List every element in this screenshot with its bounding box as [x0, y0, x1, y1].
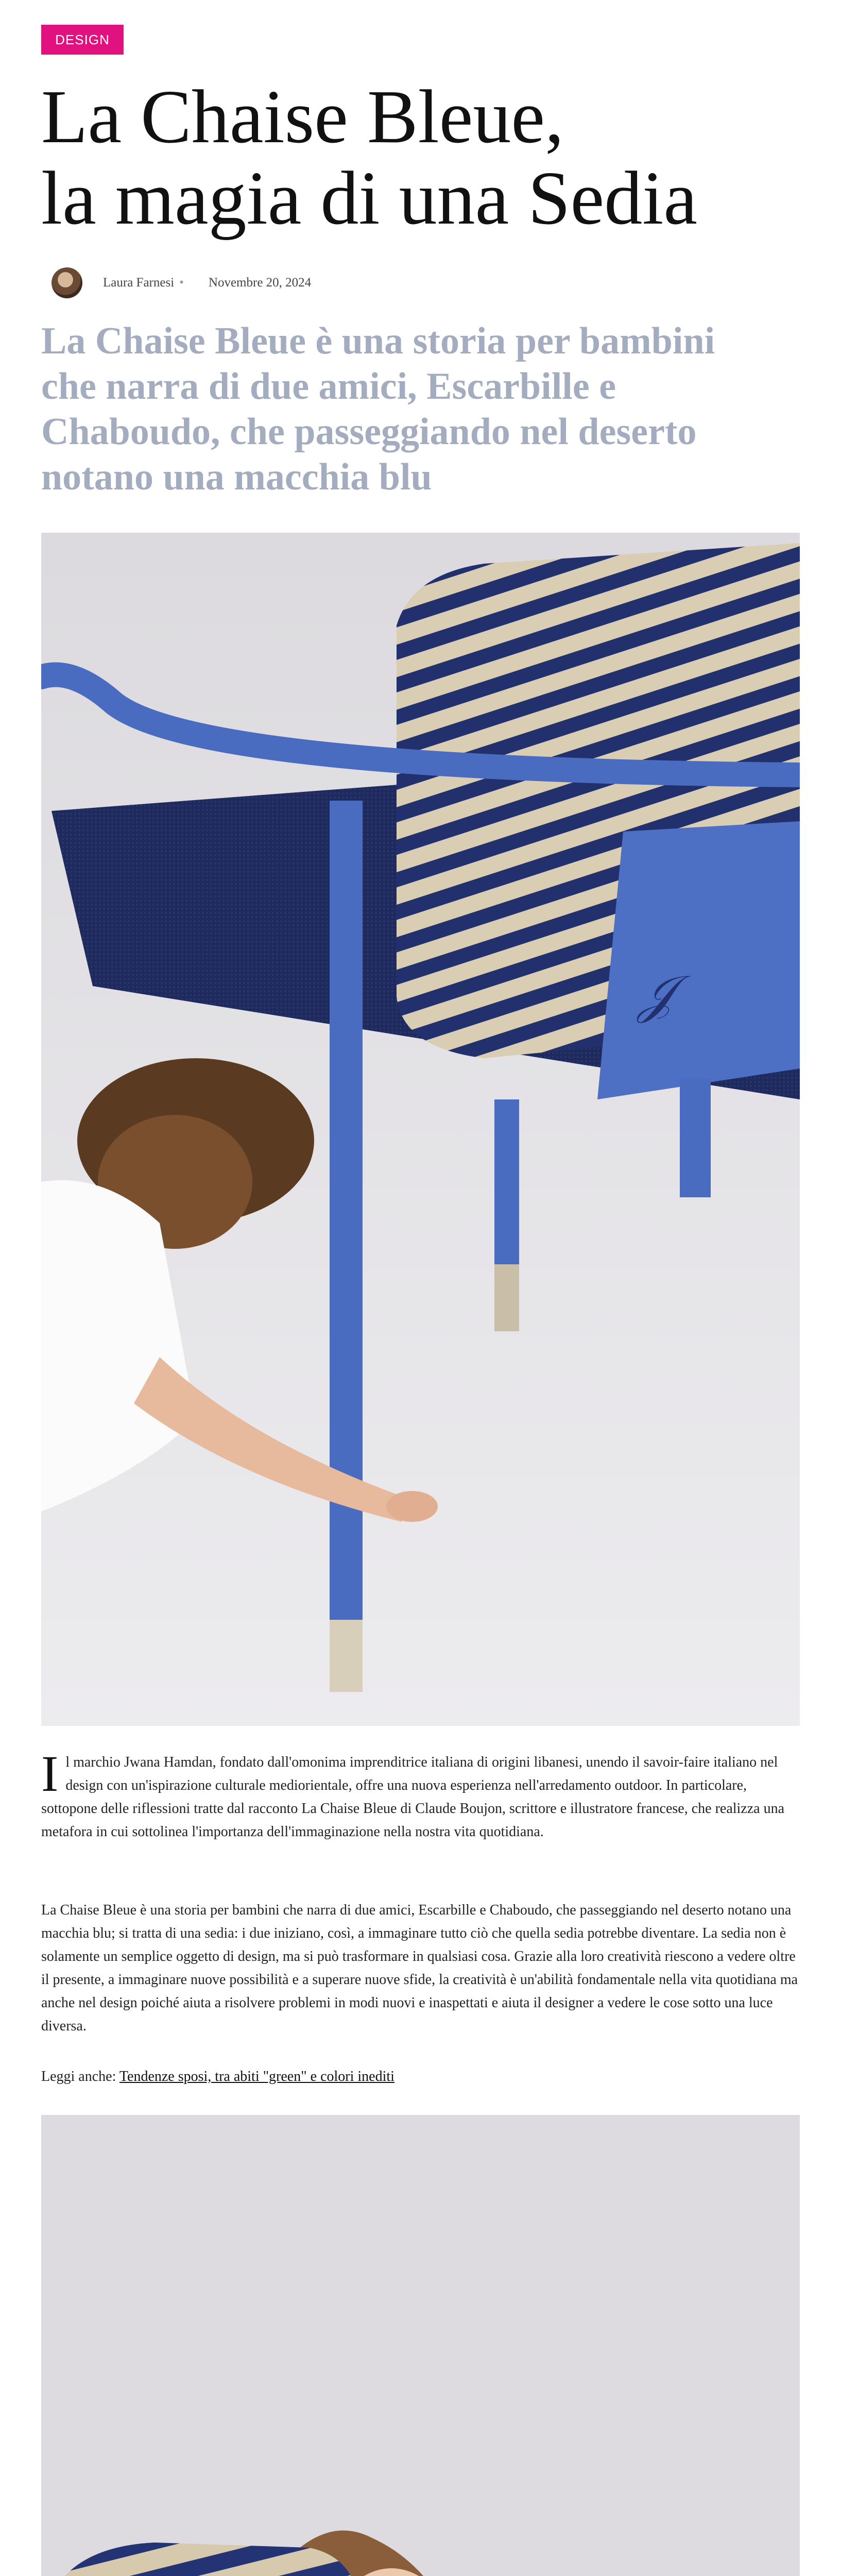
read-also-label: Leggi anche: — [41, 2069, 116, 2084]
article-meta — [52, 266, 311, 300]
publish-date: Novembre 20, 2024 — [208, 276, 312, 290]
read-also-link[interactable]: Tendenze sposi, tra abiti "green" e colori inediti — [119, 2069, 394, 2084]
meta-separator: • — [179, 276, 184, 290]
paragraph-1-text: l marchio Jwana Hamdan, fondato dall'omonima imprenditrice italiana di origini libanesi, unendo il savoir-faire italiano nel design con un'ispirazione culturale mediorientale, offre una nuova esperienza nell'arredamento outdoor. In particolare, sottopone delle riflessioni tratte dal racconto La Chaise Bleue di Claude Boujon, scrittore e illustratore francese, che realizza una metafora in cui sottolinea l'importanza dell'immaginazione nella nostra vita quotidiana. — [41, 1754, 785, 1840]
body-paragraph-2 — [41, 1899, 800, 2038]
body-paragraph-1 — [41, 1745, 800, 1843]
article-lede: La Chaise Bleue è una storia per bambini che narra di due amici, Escarbille e Chaboudo, che passeggiando nel deserto notano una macchia blu — [41, 320, 715, 498]
hero-image — [41, 533, 800, 1726]
category-badge[interactable]: DESIGN — [41, 25, 124, 55]
author-avatar[interactable] — [52, 267, 82, 298]
paragraph-2-text: La Chaise Bleue è una storia per bambini che narra di due amici, Escarbille e Chaboudo, che passeggiando nel deserto notano una macchia blu; si tratta di una sedia: i due iniziano, così, a immaginare tutto ciò che quella sedia potrebbe diventare. La sedia non è solamente un semplice oggetto di design, ma si può trasformare in qualsiasi cosa. Grazie alla loro creatività riescono a vedere oltre il presente, a immaginare nuove possibilità e a superare nuove sfide, la creatività è un'abilità fondamentale nella vita quotidiana ma anche nel design poiché aiuta a risolvere problemi in modi nuovi e inaspettati e aiuta il designer a vedere le cose sotto una luce diversa. — [41, 1902, 798, 2034]
drop-cap: I — [41, 1745, 59, 1802]
author-name[interactable]: Laura Farnesi — [103, 276, 175, 290]
svg-text:𝒥: 𝒥 — [639, 966, 674, 1023]
title-line-2: la magia di una Sedia — [41, 156, 698, 241]
read-also — [41, 2065, 800, 2088]
title-line-1: La Chaise Bleue, — [41, 75, 564, 159]
article-title — [41, 76, 800, 239]
article-image-2 — [41, 2115, 800, 2576]
